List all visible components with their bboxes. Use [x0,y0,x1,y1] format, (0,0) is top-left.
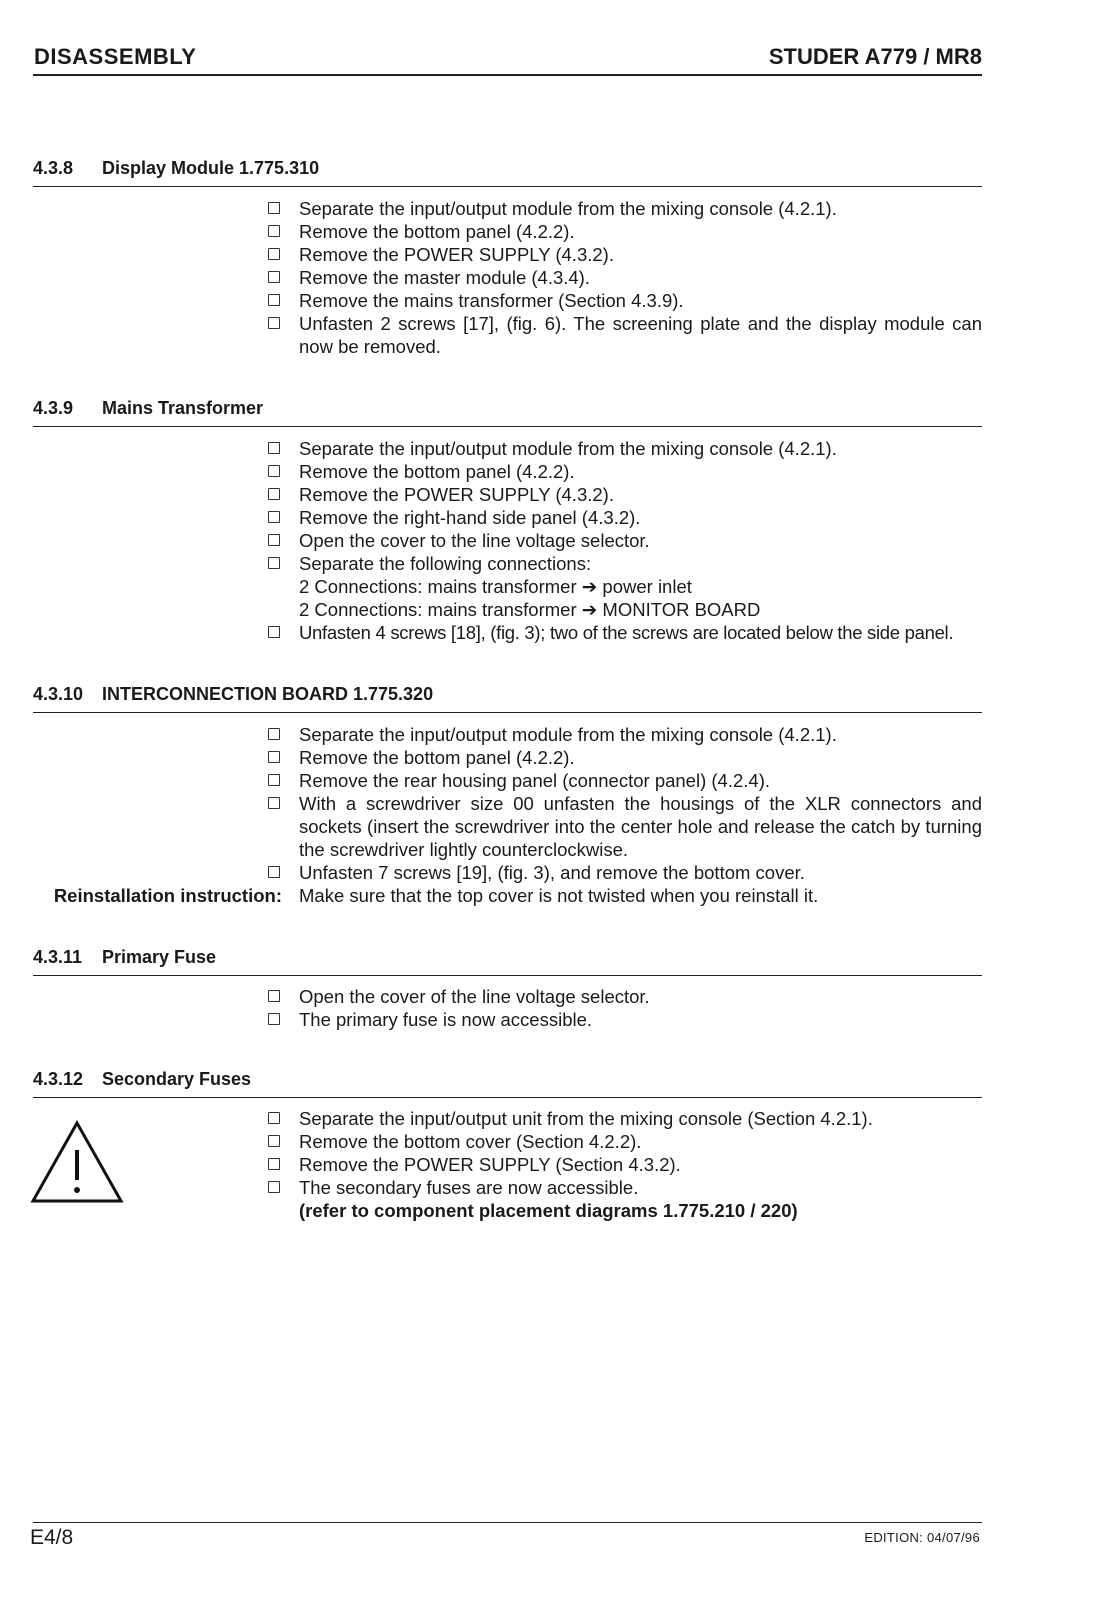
step-item: Remove the right-hand side panel (4.3.2). [268,506,982,529]
step-item: Open the cover to the line voltage selector. [268,529,982,552]
section-mains-transformer [0,398,1120,643]
checkbox-icon [268,1135,280,1147]
section-title: Display Module 1.775.310 [102,158,320,178]
step-item: Separate the input/output module from the mixing console (4.2.1). [268,437,982,460]
step-item: Remove the bottom cover (Section 4.2.2). [268,1130,982,1153]
checkbox-icon [268,797,280,809]
checkbox-icon [268,626,280,638]
step-item: Remove the bottom panel (4.2.2). [268,746,982,769]
checkbox-icon [268,751,280,763]
checkbox-icon [268,1112,280,1124]
section-rule [33,1097,982,1098]
checkbox-icon [268,271,280,283]
checkbox-icon [268,294,280,306]
edition-date: EDITION: 04/07/96 [864,1530,980,1545]
section-heading [0,158,1120,188]
section-number: 4.3.11 [33,947,83,967]
checkbox-icon [268,248,280,260]
step-item: Separate the input/output module from the mixing console (4.2.1). [268,723,982,746]
section-primary-fuse [0,947,1120,1030]
checkbox-icon [268,1013,280,1025]
section-heading [0,398,1120,428]
section-number: 4.3.9 [33,398,74,418]
section-interconnection-board [0,684,1120,906]
step-item: Remove the bottom panel (4.2.2). [268,460,982,483]
step-item: Remove the rear housing panel (connector panel) (4.2.4). [268,769,982,792]
checkbox-icon [268,465,280,477]
section-number: 4.3.12 [33,1069,84,1089]
arrow-right-icon: ➔ [581,599,598,620]
checkbox-icon [268,317,280,329]
checkbox-icon [268,1158,280,1170]
checkbox-icon [268,990,280,1002]
reference-note: (refer to component placement diagrams 1.775.210 / 220) [299,1200,798,1221]
header-product-name: STUDER A779 / MR8 [768,44,982,69]
step-item: Separate the input/output module from the mixing console (4.2.1). [268,197,982,220]
step-item: Remove the POWER SUPPLY (4.3.2). [268,243,982,266]
step-item: The secondary fuses are now accessible. [268,1176,982,1199]
section-rule [33,426,982,427]
step-item: The primary fuse is now accessible. [268,1008,982,1031]
connection-line: 2 Connections: mains transformer ➔ MONITOR BOARD [299,599,761,620]
checkbox-icon [268,728,280,740]
checkbox-icon [268,488,280,500]
checkbox-icon [268,534,280,546]
section-title: Mains Transformer [102,398,264,418]
header-section-title: DISASSEMBLY [34,44,197,69]
section-title: Primary Fuse [102,947,217,967]
checkbox-icon [268,866,280,878]
section-heading [0,1069,1120,1099]
section-rule [33,975,982,976]
section-rule [33,186,982,187]
checkbox-icon [268,774,280,786]
checkbox-icon [268,557,280,569]
section-heading [0,684,1120,714]
section-heading [0,947,1120,977]
step-item: Remove the mains transformer (Section 4.3.9). [268,289,982,312]
checkbox-icon [268,225,280,237]
warning-triangle-icon [30,1120,124,1204]
step-list [268,1107,982,1222]
page-number: E4/8 [30,1526,74,1549]
checkbox-icon [268,442,280,454]
section-number: 4.3.8 [33,158,74,178]
step-list [268,985,982,1031]
section-title: INTERCONNECTION BOARD 1.775.320 [102,684,434,704]
step-item: Remove the master module (4.3.4). [268,266,982,289]
checkbox-icon [268,202,280,214]
step-item: Unfasten 4 screws [18], (fig. 3); two of the screws are located below the side panel. [268,621,982,644]
step-item: Unfasten 7 screws [19], (fig. 3), and remove the bottom cover. [268,861,982,884]
step-item: Remove the bottom panel (4.2.2). [268,220,982,243]
header-rule [33,74,982,76]
reinstallation-label: Reinstallation instruction: [53,885,282,906]
checkbox-icon [268,511,280,523]
step-item: Remove the POWER SUPPLY (Section 4.3.2). [268,1153,982,1176]
section-display-module [0,158,1120,357]
step-list [268,437,982,644]
step-item: Remove the POWER SUPPLY (4.3.2). [268,483,982,506]
step-item: Open the cover of the line voltage selector. [268,985,982,1008]
section-title: Secondary Fuses [102,1069,252,1089]
section-rule [33,712,982,713]
reinstallation-text: Make sure that the top cover is not twisted when you reinstall it. [299,885,819,906]
section-secondary-fuses [0,1069,1120,1221]
step-item: Separate the following connections: [268,552,982,575]
checkbox-icon [268,1181,280,1193]
step-item: With a screwdriver size 00 unfasten the housings of the XLR connectors and sockets (insert the screwdriver into the center hole and release the catch by turning the screwdriver lightly counterclockwise. [268,792,982,861]
step-item: Separate the input/output unit from the mixing console (Section 4.2.1). [268,1107,982,1130]
section-number: 4.3.10 [33,684,84,704]
footer-rule [33,1522,982,1523]
connection-line: 2 Connections: mains transformer ➔ power inlet [299,576,692,597]
step-item: Unfasten 2 screws [17], (fig. 6). The screening plate and the display module can now be removed. [268,312,982,358]
arrow-right-icon: ➔ [581,576,598,597]
step-list [268,197,982,358]
step-list [268,723,982,907]
